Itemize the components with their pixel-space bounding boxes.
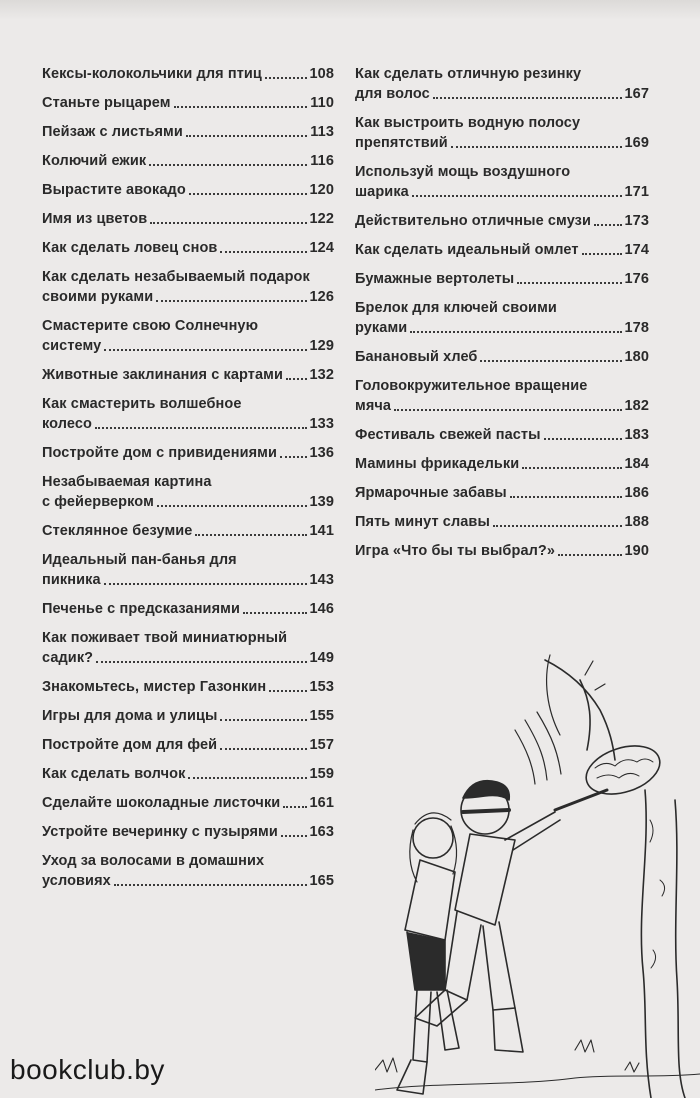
toc-entry[interactable] [355, 240, 649, 260]
toc-entry-last-line [355, 347, 649, 367]
toc-entry-last-line [355, 425, 649, 445]
toc-page-number: 126 [309, 289, 334, 305]
toc-entry-title-line: Пейзаж с листьями [42, 124, 183, 140]
toc-entry-last-line [42, 151, 334, 171]
toc-entry[interactable] [42, 599, 334, 619]
toc-entry-title-line: Как поживает твой миниатюрный [42, 630, 288, 646]
toc-entry-title-line: Как сделать идеальный омлет [355, 242, 579, 258]
toc-page-number: 163 [309, 824, 334, 840]
toc-entry[interactable] [42, 122, 334, 142]
toc-entry-title-line: руками [355, 320, 408, 336]
toc-entry[interactable] [355, 269, 649, 289]
toc-entry-title-line: Стеклянное безумие [42, 523, 193, 539]
toc-entry-title-line: с фейерверком [42, 494, 154, 510]
toc-page-number: 190 [624, 543, 649, 559]
toc-entry-last-line [42, 871, 334, 891]
dot-leader [433, 97, 622, 99]
toc-entry-last-line [42, 365, 334, 385]
toc-entry-last-line [355, 454, 649, 474]
toc-entry[interactable] [42, 365, 334, 385]
toc-entry-title-line: Станьте рыцарем [42, 95, 171, 111]
toc-entry-title-line: Как сделать отличную резинку [355, 66, 582, 82]
toc-page-number: 141 [309, 523, 334, 539]
toc-page-number: 132 [309, 367, 334, 383]
dot-leader [195, 534, 306, 536]
dot-leader [174, 106, 308, 108]
toc-entry-last-line [42, 570, 334, 590]
toc-entry[interactable] [355, 425, 649, 445]
toc-entry-title-line: Банановый хлеб [355, 349, 478, 365]
page-top-edge [0, 0, 700, 20]
toc-page-number: 173 [624, 213, 649, 229]
toc-entry-title-line: для волос [355, 86, 430, 102]
toc-entry-title-line: препятствий [355, 135, 448, 151]
toc-entry-title-line: мяча [355, 398, 392, 414]
toc-page-number: 184 [624, 456, 649, 472]
toc-entry-title-line: Используй мощь воздушного [355, 164, 571, 180]
toc-page-number: 155 [309, 708, 334, 724]
toc-entry-last-line [355, 512, 649, 532]
dot-leader [283, 806, 306, 808]
toc-entry-last-line [42, 521, 334, 541]
toc-entry[interactable] [42, 851, 334, 891]
toc-entry[interactable] [42, 267, 334, 307]
toc-entry-title-line: Незабываемая картина [42, 474, 212, 490]
toc-entry-last-line [355, 396, 649, 416]
toc-entry-last-line [355, 483, 649, 503]
toc-entry-title-line: Сделайте шоколадные листочки [42, 795, 281, 811]
toc-page-number: 149 [309, 650, 334, 666]
toc-entry-title-line: Ярмарочные забавы [355, 485, 507, 501]
toc-entry[interactable] [355, 541, 649, 561]
toc-entry-title-line: Уход за волосами в домашних [42, 853, 265, 869]
toc-entry[interactable] [42, 180, 334, 200]
toc-entry-title-line: Постройте дом для фей [42, 737, 218, 753]
toc-entry[interactable] [42, 521, 334, 541]
toc-entry[interactable] [355, 483, 649, 503]
toc-entry-title-line: Как сделать волчок [42, 766, 186, 782]
toc-entry-last-line [42, 287, 334, 307]
toc-entry-last-line [355, 318, 649, 338]
toc-entry-title-line: систему [42, 338, 102, 354]
toc-entry-title-line: Кексы-колокольчики для птиц [42, 66, 262, 82]
watermark: bookclub.by [10, 1054, 165, 1085]
dot-leader [281, 835, 307, 837]
toc-page-number: 183 [624, 427, 649, 443]
toc-entry[interactable] [355, 512, 649, 532]
toc-entry-last-line [355, 211, 649, 231]
toc-entry[interactable] [355, 162, 649, 202]
toc-entry-last-line [355, 240, 649, 260]
toc-entry-last-line [42, 122, 334, 142]
toc-entry[interactable] [355, 64, 649, 104]
toc-entry[interactable] [355, 211, 649, 231]
toc-entry-last-line [42, 822, 334, 842]
toc-page-number: 182 [624, 398, 649, 414]
dot-leader [544, 438, 622, 440]
toc-entry-title-line: Устройте вечеринку с пузырями [42, 824, 278, 840]
toc-entry[interactable] [42, 64, 334, 84]
toc-entry-title-line: Как сделать ловец снов [42, 240, 218, 256]
toc-entry[interactable] [42, 316, 334, 356]
toc-entry-title-line: садик? [42, 650, 94, 666]
toc-entry[interactable] [42, 550, 334, 590]
toc-entry[interactable] [355, 454, 649, 474]
dot-leader [269, 690, 306, 692]
toc-page-number: 171 [624, 184, 649, 200]
toc-entry[interactable] [42, 209, 334, 229]
toc-entry-last-line [42, 735, 334, 755]
toc-entry-title-line: условиях [42, 873, 111, 889]
dot-leader [480, 360, 621, 362]
toc-column-right [355, 64, 649, 570]
toc-entry[interactable] [42, 793, 334, 813]
toc-entry-title-line: Животные заклинания с картами [42, 367, 283, 383]
pinata-party-illustration [375, 650, 700, 1098]
dot-leader [582, 253, 622, 255]
dot-leader [157, 505, 307, 507]
dot-leader [156, 300, 306, 302]
dot-leader [96, 661, 306, 663]
dot-leader [186, 135, 307, 137]
dot-leader [243, 612, 307, 614]
toc-entry-title-line: Игра «Что бы ты выбрал?» [355, 543, 556, 559]
dot-leader [150, 222, 306, 224]
toc-entry-last-line [355, 182, 649, 202]
dot-leader [412, 195, 622, 197]
toc-entry-last-line [42, 336, 334, 356]
dot-leader [189, 193, 307, 195]
toc-page-number: 186 [624, 485, 649, 501]
toc-entry-title-line: Головокружительное вращение [355, 378, 588, 394]
toc-entry-title-line: Мамины фрикадельки [355, 456, 520, 472]
dot-leader [517, 282, 621, 284]
dot-leader [451, 146, 622, 148]
toc-entry[interactable] [42, 706, 334, 726]
toc-entry-last-line [42, 764, 334, 784]
toc-entry-last-line [42, 238, 334, 258]
toc-entry-last-line [42, 706, 334, 726]
toc-entry-title-line: Идеальный пан-банья для [42, 552, 237, 568]
toc-entry-title-line: Игры для дома и улицы [42, 708, 218, 724]
toc-entry-last-line [355, 541, 649, 561]
dot-leader [265, 77, 307, 79]
dot-leader [149, 164, 307, 166]
toc-entry[interactable] [42, 677, 334, 697]
toc-page-number: 139 [309, 494, 334, 510]
toc-entry-title-line: Имя из цветов [42, 211, 148, 227]
toc-entry-title-line: Брелок для ключей своими [355, 300, 557, 316]
toc-entry-last-line [42, 180, 334, 200]
toc-entry[interactable] [355, 298, 649, 338]
toc-page-number: 165 [309, 873, 334, 889]
toc-entry[interactable] [42, 93, 334, 113]
dot-leader [594, 224, 622, 226]
toc-page-number: 113 [310, 124, 334, 140]
toc-entry[interactable] [355, 376, 649, 416]
toc-entry-title-line: Знакомьтесь, мистер Газонкин [42, 679, 267, 695]
toc-page-number: 143 [309, 572, 334, 588]
dot-leader [220, 748, 306, 750]
dot-leader [558, 554, 621, 556]
dot-leader [220, 719, 306, 721]
toc-page-number: 159 [309, 766, 334, 782]
toc-page-number: 169 [624, 135, 649, 151]
toc-entry-title-line: Постройте дом с привидениями [42, 445, 277, 461]
toc-page-number: 110 [310, 95, 334, 111]
toc-entry-last-line [42, 414, 334, 434]
toc-entry[interactable] [42, 472, 334, 512]
toc-page-number: 188 [624, 514, 649, 530]
toc-entry[interactable] [42, 151, 334, 171]
toc-page-number: 122 [309, 211, 334, 227]
toc-entry-last-line [355, 133, 649, 153]
dot-leader [522, 467, 621, 469]
toc-page-number: 153 [309, 679, 334, 695]
toc-page-number: 116 [310, 153, 334, 169]
toc-entry-last-line [42, 793, 334, 813]
toc-page-number: 136 [309, 445, 334, 461]
toc-entry[interactable] [42, 628, 334, 668]
dot-leader [394, 409, 621, 411]
dot-leader [104, 583, 307, 585]
dot-leader [280, 456, 307, 458]
toc-entry-last-line [42, 492, 334, 512]
toc-column-left [42, 64, 334, 900]
toc-entry-title-line: Как выстроить водную полосу [355, 115, 581, 131]
toc-page-number: 124 [309, 240, 334, 256]
toc-entry[interactable] [42, 735, 334, 755]
toc-page-number: 129 [309, 338, 334, 354]
toc-entry-title-line: Как смастерить волшебное [42, 396, 242, 412]
toc-page-number: 167 [624, 86, 649, 102]
toc-entry-last-line [355, 84, 649, 104]
toc-entry[interactable] [355, 347, 649, 367]
toc-entry-title-line: колесо [42, 416, 92, 432]
toc-entry-last-line [42, 677, 334, 697]
dot-leader [286, 378, 307, 380]
toc-page-number: 157 [309, 737, 334, 753]
toc-entry-title-line: Смастерите свою Солнечную [42, 318, 259, 334]
toc-page-number: 180 [624, 349, 649, 365]
toc-entry-last-line [42, 443, 334, 463]
dot-leader [114, 884, 307, 886]
toc-page-number: 120 [309, 182, 334, 198]
dot-leader [410, 331, 621, 333]
toc-entry-title-line: Пять минут славы [355, 514, 490, 530]
toc-entry[interactable] [42, 764, 334, 784]
toc-entry-last-line [42, 209, 334, 229]
toc-entry-last-line [42, 648, 334, 668]
dot-leader [510, 496, 622, 498]
toc-entry-last-line [355, 269, 649, 289]
toc-page-number: 178 [624, 320, 649, 336]
toc-entry-last-line [42, 64, 334, 84]
toc-entry-title-line: Колючий ежик [42, 153, 147, 169]
dot-leader [104, 349, 306, 351]
toc-page-number: 133 [309, 416, 334, 432]
toc-entry-last-line [42, 93, 334, 113]
toc-page-number: 161 [309, 795, 334, 811]
toc-entry-title-line: пикника [42, 572, 101, 588]
toc-entry[interactable] [42, 394, 334, 434]
toc-entry-title-line: своими руками [42, 289, 154, 305]
toc-entry-title-line: Печенье с предсказаниями [42, 601, 240, 617]
toc-entry-title-line: Бумажные вертолеты [355, 271, 515, 287]
dot-leader [493, 525, 622, 527]
toc-page-number: 174 [624, 242, 649, 258]
toc-entry[interactable] [42, 822, 334, 842]
toc-entry-title-line: Как сделать незабываемый подарок [42, 269, 310, 285]
toc-page-number: 146 [309, 601, 334, 617]
toc-entry[interactable] [42, 238, 334, 258]
dot-leader [188, 777, 306, 779]
toc-entry[interactable] [42, 443, 334, 463]
toc-entry-last-line [42, 599, 334, 619]
toc-entry[interactable] [355, 113, 649, 153]
toc-entry-title-line: Фестиваль свежей пасты [355, 427, 541, 443]
toc-entry-title-line: Действительно отличные смузи [355, 213, 591, 229]
toc-page-number: 108 [309, 66, 334, 82]
toc-entry-title-line: Вырастите авокадо [42, 182, 186, 198]
toc-page-number: 176 [624, 271, 649, 287]
dot-leader [220, 251, 306, 253]
toc-entry-title-line: шарика [355, 184, 409, 200]
dot-leader [95, 427, 307, 429]
